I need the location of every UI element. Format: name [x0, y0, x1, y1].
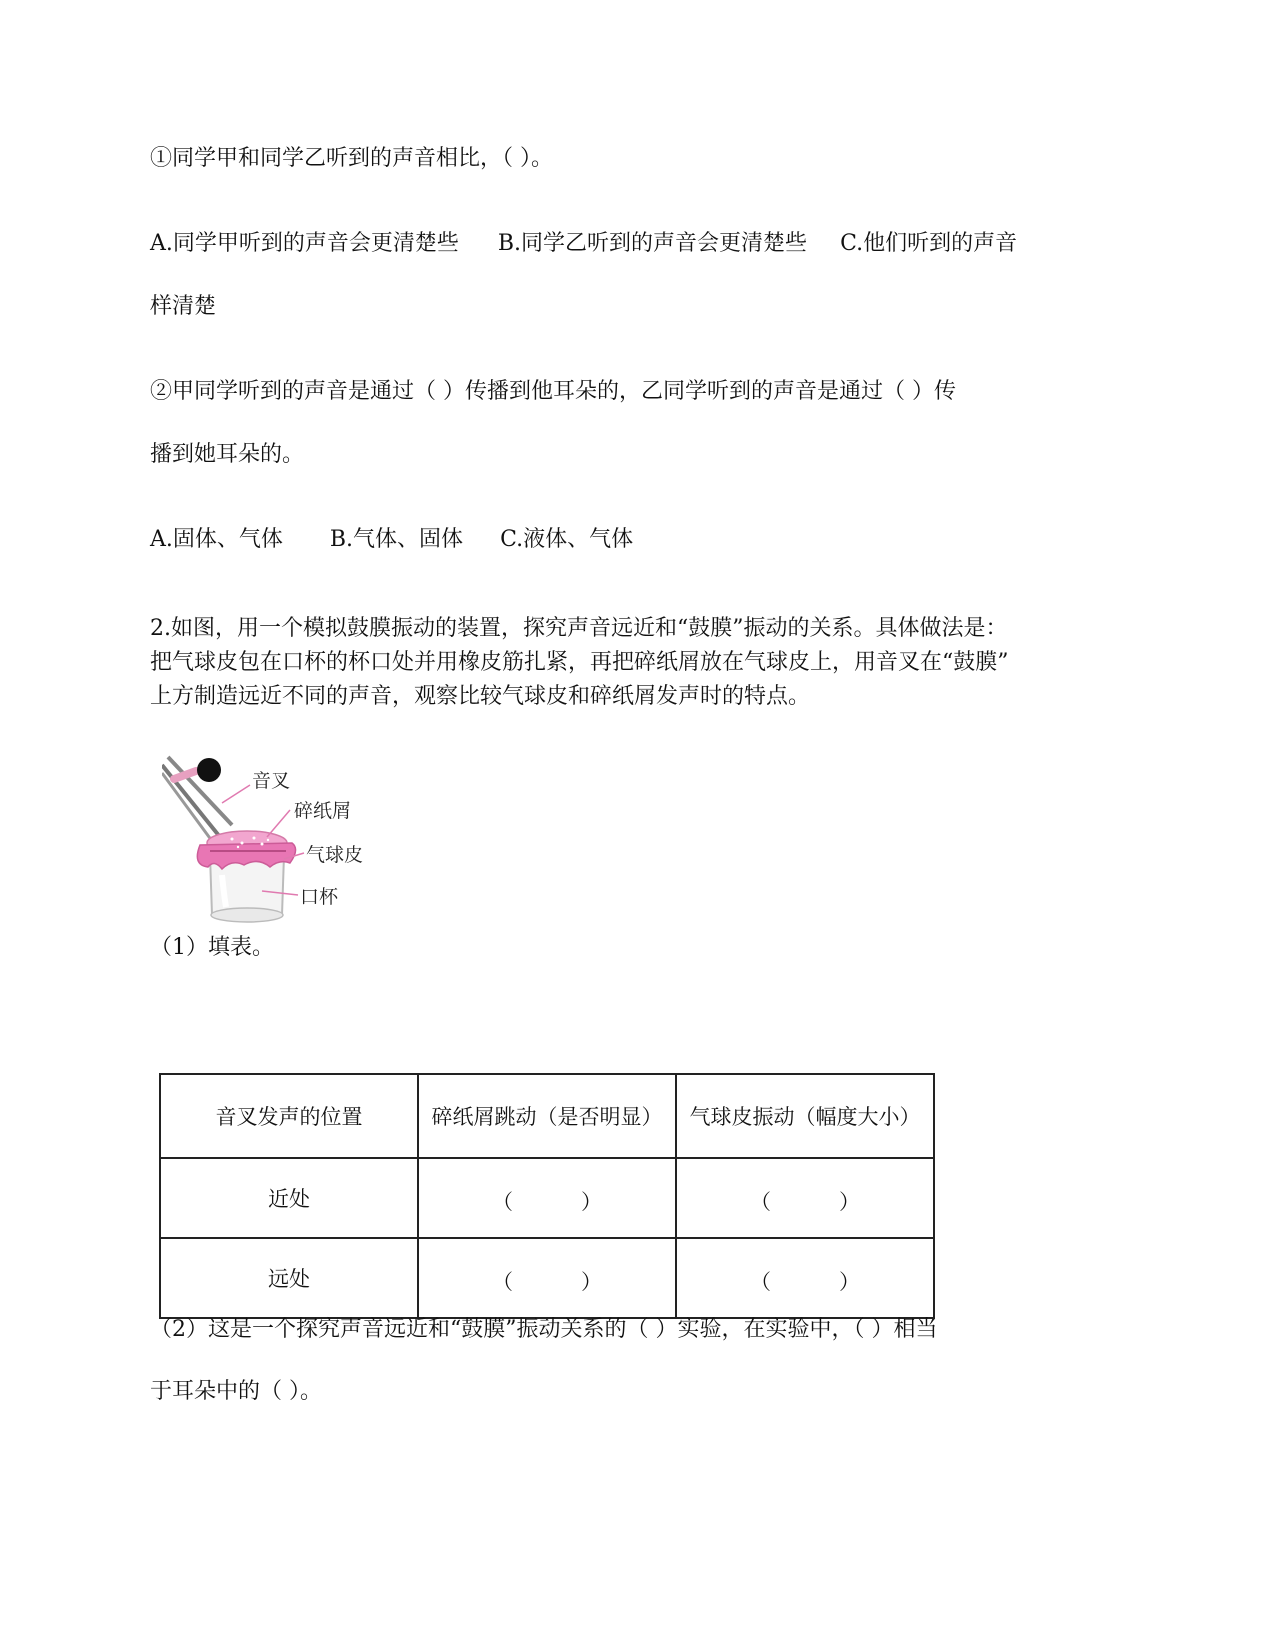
blank-left: （ — [492, 1190, 513, 1214]
q2-intro-line1: 2.如图，用一个模拟鼓膜振动的装置，探究声音远近和“鼓膜”振动的关系。具体做法是： — [150, 616, 1008, 641]
q1-sub2-option-a[interactable]: A.固体、气体 — [150, 527, 283, 552]
q2-part2-line1: （2）这是一个探究声音远近和“鼓膜”振动关系的（ ）实验，在实验中，（ ）相当 — [150, 1317, 938, 1342]
q1-sub1-stem: ①同学甲和同学乙听到的声音相比，（ ）。 — [150, 146, 553, 171]
q1-sub1-option-a[interactable]: A.同学甲听到的声音会更清楚些 — [150, 231, 459, 256]
table-cell-scraps-blank[interactable] — [418, 1158, 676, 1238]
q2-part2-line2: 于耳朵中的（ ）。 — [150, 1379, 322, 1404]
q1-sub1-option-c-continued: 样清楚 — [150, 294, 217, 319]
table-header-scraps: 碎纸屑跳动（是否明显） — [418, 1074, 676, 1158]
table-cell-position: 近处 — [160, 1158, 418, 1238]
blank-left: （ — [492, 1270, 513, 1294]
table-cell-scraps-blank[interactable] — [418, 1238, 676, 1318]
blank-right: ） — [839, 1270, 860, 1294]
table-header-balloon: 气球皮振动（幅度大小） — [676, 1074, 934, 1158]
blank-left: （ — [750, 1270, 771, 1294]
answer-table — [159, 1073, 935, 1319]
q1-sub2-options — [150, 529, 633, 551]
table-row — [160, 1238, 934, 1318]
table-cell-balloon-blank[interactable] — [676, 1158, 934, 1238]
table-cell-balloon-blank[interactable] — [676, 1238, 934, 1318]
q2-part1-label: （1）填表。 — [150, 935, 274, 960]
experiment-figure — [162, 755, 402, 925]
blank-left: （ — [750, 1190, 771, 1214]
figure-label-balloon-skin: 气球皮 — [306, 844, 364, 866]
q1-sub2-stem-line1: ②甲同学听到的声音是通过（ ）传播到他耳朵的，乙同学听到的声音是通过（ ）传 — [150, 379, 956, 404]
table-row — [160, 1158, 934, 1238]
table-cell-position: 远处 — [160, 1238, 418, 1318]
blank-right: ） — [581, 1190, 602, 1214]
blank-right: ） — [839, 1190, 860, 1214]
q2-intro-line3: 上方制造远近不同的声音，观察比较气球皮和碎纸屑发声时的特点。 — [150, 684, 811, 709]
blank-right: ） — [581, 1270, 602, 1294]
q1-sub1-option-b[interactable]: B.同学乙听到的声音会更清楚些 — [497, 231, 808, 256]
q1-sub1-option-c[interactable]: C.他们听到的声音 — [840, 231, 1018, 256]
table-header-row — [160, 1074, 934, 1158]
q2-intro-line2: 把气球皮包在口杯的杯口处并用橡皮筋扎紧，再把碎纸屑放在气球皮上，用音叉在“鼓膜” — [150, 650, 1009, 675]
q1-sub1-options — [150, 233, 1017, 255]
q1-sub2-stem-line2: 播到她耳朵的。 — [150, 442, 305, 467]
table-header-position: 音叉发声的位置 — [160, 1074, 418, 1158]
q2-intro — [150, 612, 1110, 714]
q1-sub2-option-b[interactable]: B.气体、固体 — [329, 527, 464, 552]
figure-label-cup: 口杯 — [300, 886, 339, 908]
figure-label-tuning-fork: 音叉 — [252, 770, 291, 792]
figure-label-paper-scraps: 碎纸屑 — [294, 800, 352, 822]
q1-sub2-option-c[interactable]: C.液体、气体 — [500, 527, 634, 552]
tuning-fork-icon — [162, 757, 232, 841]
